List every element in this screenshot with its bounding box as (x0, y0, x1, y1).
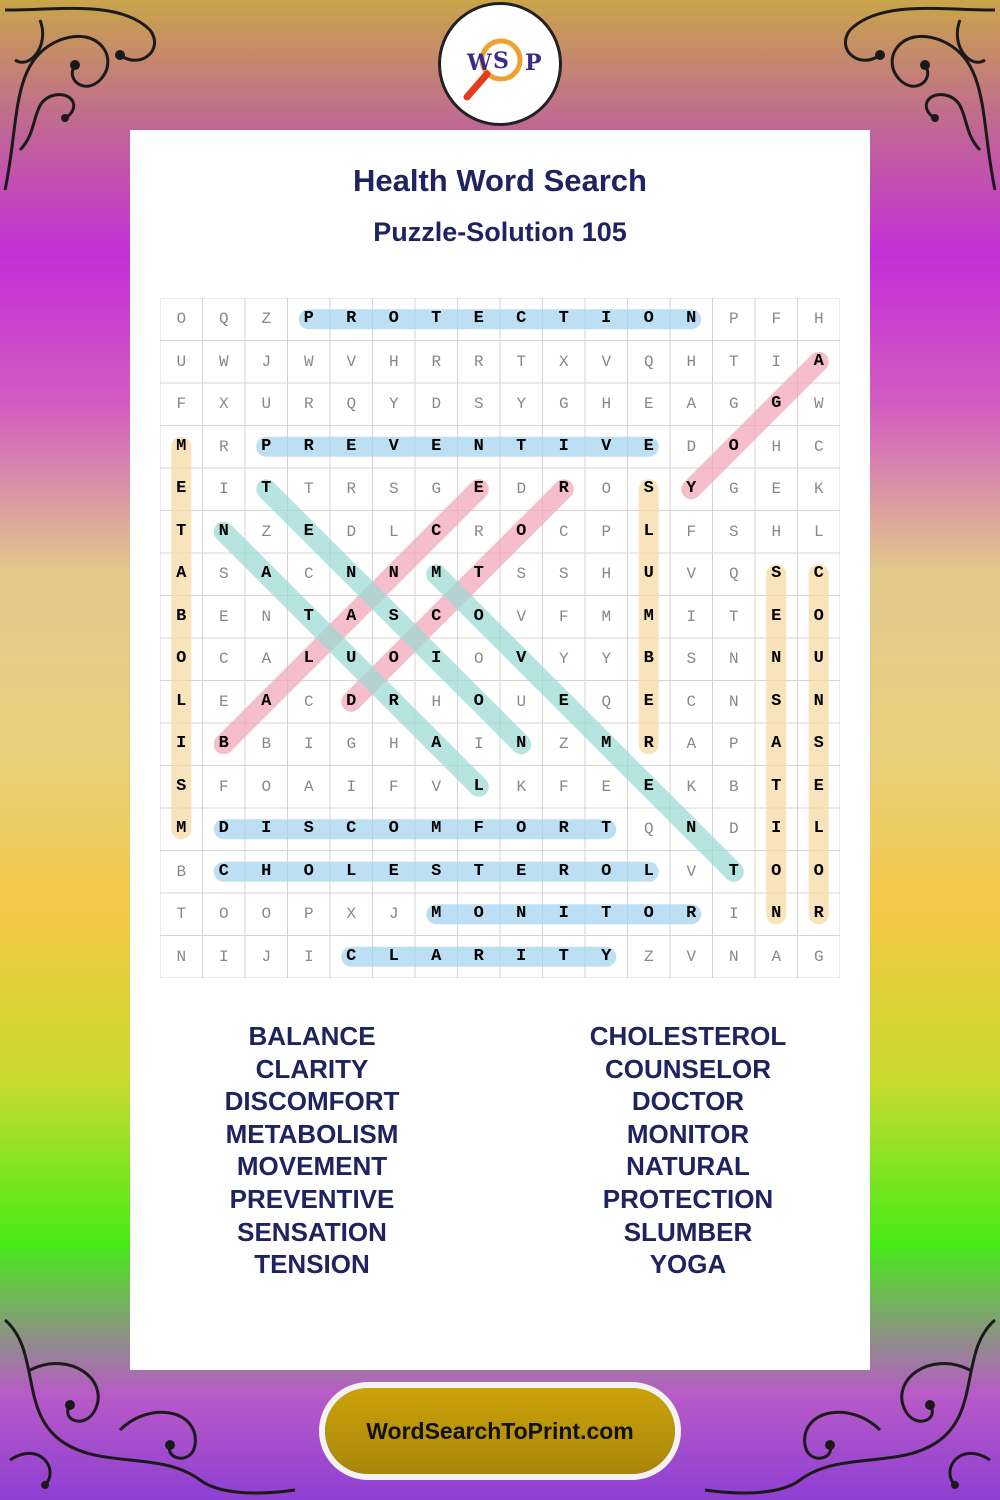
grid-cell[interactable]: A (431, 734, 442, 753)
word-list-item: CHOLESTEROL (589, 1021, 787, 1051)
grid-cell[interactable]: T (176, 521, 187, 541)
grid-cell[interactable]: Y (601, 946, 612, 966)
grid-cell[interactable]: D (218, 819, 229, 838)
word-list-item: MONITOR (626, 1118, 750, 1149)
grid-cell[interactable]: D (686, 437, 697, 456)
grid-cell[interactable]: V (686, 947, 697, 966)
grid-cell[interactable]: F (558, 777, 569, 796)
grid-cell[interactable]: E (813, 776, 824, 796)
grid-cell[interactable]: H (813, 310, 824, 328)
grid-cell[interactable]: N (388, 564, 399, 583)
grid-cell[interactable]: T (728, 352, 739, 371)
grid-cell[interactable]: P (261, 436, 272, 456)
grid-cell[interactable]: O (643, 309, 654, 328)
grid-cell[interactable]: N (771, 649, 782, 668)
grid-cell[interactable]: E (643, 436, 654, 456)
grid-cell[interactable]: A (346, 606, 357, 626)
grid-cell[interactable]: V (601, 436, 612, 456)
grid-cell[interactable]: I (218, 947, 229, 966)
grid-cell[interactable]: I (558, 436, 569, 456)
grid-cell[interactable]: F (176, 395, 187, 413)
grid-cell[interactable]: N (516, 904, 527, 923)
grid-cell[interactable]: L (813, 819, 824, 838)
grid-cell[interactable]: N (473, 436, 484, 456)
grid-cell[interactable]: O (388, 819, 399, 838)
grid-cell[interactable]: E (643, 395, 654, 413)
grid-cell[interactable]: S (473, 395, 484, 413)
logo-letter-w: W (467, 50, 492, 76)
grid-cell[interactable]: C (303, 565, 314, 583)
grid-cell[interactable]: I (303, 947, 314, 966)
grid-cell[interactable]: Q (643, 352, 654, 371)
grid-cell[interactable]: Q (601, 692, 612, 711)
grid-cell[interactable]: M (601, 607, 612, 626)
grid-cell[interactable]: E (218, 607, 229, 626)
grid-cell[interactable]: Q (346, 395, 357, 413)
grid-cell[interactable]: X (346, 905, 357, 923)
grid-cell[interactable]: D (728, 820, 739, 838)
word-list-item: METABOLISM (225, 1118, 399, 1149)
word-list-item: SLUMBER (623, 1216, 753, 1247)
grid-cell[interactable]: A (813, 351, 824, 371)
grid-cell[interactable]: O (601, 861, 612, 881)
grid-cell[interactable]: A (771, 734, 782, 753)
grid-cell[interactable]: A (261, 691, 272, 711)
grid-cell[interactable]: C (431, 521, 442, 541)
grid-cell[interactable]: C (303, 692, 314, 711)
grid-cell[interactable]: O (261, 905, 272, 923)
grid-cell[interactable]: S (516, 565, 527, 583)
grid-cell[interactable]: R (473, 352, 484, 371)
grid-cell[interactable]: M (431, 564, 442, 583)
grid-cell[interactable]: E (388, 861, 399, 881)
grid-cell[interactable]: E (601, 777, 612, 796)
grid-cell[interactable]: Y (686, 479, 697, 498)
grid-cell[interactable]: V (686, 565, 697, 583)
grid-cell[interactable]: Z (643, 947, 654, 966)
grid-cell[interactable]: R (643, 734, 654, 753)
grid-cell[interactable]: T (558, 309, 569, 328)
grid-cell[interactable]: F (218, 777, 229, 796)
grid-cell[interactable]: T (771, 776, 782, 796)
grid-cell[interactable]: L (346, 861, 357, 881)
grid-cell[interactable]: I (303, 735, 314, 753)
grid-cell[interactable]: G (346, 735, 357, 753)
grid-cell[interactable]: Q (218, 310, 229, 328)
grid-cell[interactable]: L (643, 861, 654, 881)
grid-cell[interactable]: G (558, 395, 569, 413)
grid-cell[interactable]: I (728, 905, 739, 923)
grid-cell[interactable]: A (261, 650, 272, 668)
grid-cell[interactable]: O (388, 649, 399, 668)
grid-cell[interactable]: L (388, 946, 399, 966)
word-list-item: SENSATION (237, 1216, 387, 1247)
grid-cell[interactable]: X (558, 352, 569, 371)
grid-cell[interactable]: O (303, 861, 314, 881)
grid-cell[interactable]: Z (261, 310, 272, 328)
grid-cell[interactable]: F (558, 607, 569, 626)
grid-cell[interactable]: B (176, 606, 187, 626)
grid-cell[interactable]: N (728, 947, 739, 966)
grid-cell[interactable]: I (771, 819, 782, 838)
grid-cell[interactable]: R (431, 352, 442, 371)
grid-cell[interactable]: E (346, 436, 357, 456)
grid-cell[interactable]: R (346, 480, 357, 498)
grid-cell[interactable]: O (388, 309, 399, 328)
grid-cell[interactable]: U (516, 692, 527, 711)
grid-cell[interactable]: D (346, 691, 357, 711)
grid-cell[interactable]: G (771, 394, 782, 413)
grid-cell[interactable]: Q (728, 565, 739, 583)
grid-cell[interactable]: N (728, 692, 739, 711)
grid-cell[interactable]: N (813, 691, 824, 711)
grid-cell[interactable]: R (558, 861, 569, 881)
grid-cell[interactable]: M (431, 904, 442, 923)
grid-cell[interactable]: S (686, 650, 697, 668)
grid-cell[interactable]: C (516, 309, 527, 328)
grid-cell[interactable]: S (771, 564, 782, 583)
grid-cell[interactable]: O (601, 480, 612, 498)
grid-cell[interactable]: T (473, 861, 484, 881)
grid-cell[interactable]: M (601, 734, 612, 753)
grid-cell[interactable]: I (176, 734, 187, 753)
grid-cell[interactable]: O (261, 777, 272, 796)
grid-cell[interactable]: N (218, 521, 229, 541)
grid-cell[interactable]: A (686, 395, 697, 413)
logo-letter-s: S (493, 48, 509, 74)
grid-cell[interactable]: T (601, 819, 612, 838)
grid-cell[interactable]: I (771, 352, 782, 371)
grid-cell[interactable]: C (346, 946, 357, 966)
word-list-item: NATURAL (626, 1151, 750, 1182)
grid-cell[interactable]: L (388, 522, 399, 541)
grid-cell[interactable]: J (388, 905, 399, 923)
grid-cell[interactable]: W (303, 352, 314, 371)
grid-cell[interactable]: C (218, 861, 229, 881)
grid-cell[interactable]: O (473, 606, 484, 626)
grid-cell[interactable]: Z (558, 735, 569, 753)
grid-cell[interactable]: M (176, 819, 187, 838)
grid-cell[interactable]: B (218, 734, 229, 753)
grid-cell[interactable]: C (346, 819, 357, 838)
grid-cell[interactable]: S (728, 522, 739, 541)
grid-cell[interactable]: C (686, 692, 697, 711)
grid-cell[interactable]: T (303, 480, 314, 498)
grid-cell[interactable]: T (473, 564, 484, 583)
grid-cell[interactable]: V (388, 436, 399, 456)
grid-cell[interactable]: N (346, 564, 357, 583)
grid-cell[interactable]: I (261, 819, 272, 838)
word-list-item: TENSION (254, 1249, 370, 1280)
grid-cell[interactable]: H (388, 352, 399, 371)
grid-cell[interactable]: I (218, 480, 229, 498)
grid-cell[interactable]: F (686, 522, 697, 541)
magnifier-icon (441, 5, 559, 123)
grid-cell[interactable]: F (771, 310, 782, 328)
grid-cell[interactable]: I (473, 735, 484, 753)
grid-cell[interactable]: Y (516, 395, 527, 413)
grid-cell[interactable]: W (218, 352, 229, 371)
grid-cell[interactable]: O (643, 904, 654, 923)
grid-cell[interactable]: K (686, 777, 697, 796)
grid-cell[interactable]: T (601, 904, 612, 923)
page-subtitle: Puzzle-Solution 105 (373, 217, 627, 247)
grid-cell[interactable]: N (686, 819, 697, 838)
footer-site-button[interactable]: WordSearchToPrint.com (325, 1388, 675, 1474)
grid-cell[interactable]: R (558, 819, 569, 838)
grid-cell[interactable]: H (686, 352, 697, 371)
grid-cell[interactable]: E (643, 776, 654, 796)
word-list-item: CLARITY (255, 1053, 369, 1084)
grid-cell[interactable]: S (388, 606, 399, 626)
grid-cell[interactable]: E (516, 861, 527, 881)
page-title: Health Word Search (352, 163, 647, 198)
grid-cell[interactable]: F (388, 777, 399, 796)
grid-cell[interactable]: P (728, 310, 739, 328)
grid-cell[interactable]: T (303, 606, 314, 626)
grid-cell[interactable]: M (431, 819, 442, 838)
site-logo[interactable] (438, 2, 562, 126)
grid-cell[interactable]: L (303, 649, 314, 668)
grid-cell[interactable]: S (643, 479, 654, 498)
grid-cell[interactable]: E (643, 691, 654, 711)
grid-cell[interactable]: O (813, 861, 824, 881)
grid-cell[interactable]: F (473, 819, 484, 838)
grid-cell[interactable]: C (431, 606, 442, 626)
grid-cell[interactable]: B (643, 649, 654, 668)
grid-cell[interactable]: H (261, 861, 272, 881)
grid-cell[interactable]: H (771, 437, 782, 456)
word-list-item: DISCOMFORT (224, 1086, 400, 1117)
grid-cell[interactable]: O (176, 310, 187, 328)
grid-cell[interactable]: R (558, 479, 569, 498)
grid-cell[interactable]: R (346, 309, 357, 328)
grid-cell[interactable]: E (176, 479, 187, 498)
grid-cell[interactable]: O (813, 606, 824, 626)
word-list-right (538, 1020, 838, 1281)
grid-cell[interactable]: A (176, 564, 187, 583)
grid-cell[interactable]: N (176, 947, 187, 966)
grid-cell[interactable]: E (218, 692, 229, 711)
grid-cell[interactable]: K (516, 777, 527, 796)
grid-cell[interactable]: H (601, 395, 612, 413)
grid-cell[interactable]: R (303, 395, 314, 413)
grid-cell[interactable]: Q (643, 820, 654, 838)
grid-cell[interactable]: D (431, 395, 442, 413)
grid-cell[interactable]: O (473, 650, 484, 668)
grid-cell[interactable]: T (728, 607, 739, 626)
grid-cell[interactable]: I (601, 309, 612, 328)
grid-cell[interactable]: O (473, 691, 484, 711)
grid-cell[interactable]: L (473, 776, 484, 796)
grid-cell[interactable]: I (516, 946, 527, 966)
grid-cell[interactable]: Y (601, 650, 612, 668)
grid-cell[interactable]: H (771, 522, 782, 541)
grid-cell[interactable]: U (643, 564, 654, 583)
grid-cell[interactable]: N (771, 904, 782, 923)
grid-cell[interactable]: E (771, 480, 782, 498)
grid-cell[interactable]: N (728, 650, 739, 668)
grid-cell[interactable]: U (176, 352, 187, 371)
grid-cell[interactable]: H (601, 565, 612, 583)
word-list-item: PREVENTIVE (229, 1183, 395, 1214)
grid-cell[interactable]: P (303, 905, 314, 923)
grid-cell[interactable]: O (516, 521, 527, 541)
grid-cell[interactable]: E (431, 436, 442, 456)
grid-cell[interactable]: N (686, 309, 697, 328)
grid-cell[interactable]: T (176, 905, 187, 923)
grid-cell[interactable]: U (261, 395, 272, 413)
grid-cell[interactable]: G (431, 480, 442, 498)
grid-cell[interactable]: L (813, 522, 824, 541)
grid-cell[interactable]: J (261, 352, 272, 371)
grid-cell[interactable]: C (218, 650, 229, 668)
grid-cell[interactable]: V (516, 607, 527, 626)
grid-cell[interactable]: W (813, 395, 824, 413)
word-list-item: PROTECTION (602, 1183, 774, 1214)
grid-cell[interactable]: G (728, 395, 739, 413)
grid-cell[interactable]: P (728, 735, 739, 753)
grid-cell[interactable]: M (643, 606, 654, 626)
grid-cell[interactable]: N (516, 734, 527, 753)
grid-cell[interactable]: V (431, 777, 442, 796)
grid-cell[interactable]: X (218, 395, 229, 413)
logo-letter-p: P (525, 50, 542, 76)
grid-cell[interactable]: A (303, 777, 314, 796)
word-list-item: DOCTOR (631, 1086, 745, 1117)
grid-cell[interactable]: N (261, 607, 272, 626)
grid-cell[interactable]: C (813, 437, 824, 456)
grid-cell[interactable]: R (686, 904, 697, 923)
grid-cell[interactable]: R (473, 522, 484, 541)
grid-cell[interactable]: T (558, 946, 569, 966)
grid-cell[interactable]: A (771, 947, 782, 966)
grid-cell[interactable]: S (771, 691, 782, 711)
grid-cell[interactable]: G (813, 947, 824, 966)
grid-cell[interactable]: O (176, 649, 187, 668)
word-list-item: YOGA (649, 1249, 727, 1280)
grid-cell[interactable]: E (473, 309, 484, 328)
grid-cell[interactable]: U (813, 649, 824, 668)
grid-cell[interactable]: K (813, 480, 824, 498)
grid-cell[interactable]: T (516, 352, 527, 371)
grid-cell[interactable]: T (728, 861, 739, 881)
grid-cell[interactable]: S (303, 819, 314, 838)
grid-cell[interactable]: A (686, 735, 697, 753)
grid-cell[interactable]: R (303, 436, 314, 456)
grid-cell[interactable]: Z (261, 522, 272, 541)
grid-cell[interactable]: E (303, 521, 314, 541)
grid-cell[interactable]: B (176, 862, 187, 881)
grid-cell[interactable]: T (431, 309, 442, 328)
grid-cell[interactable]: O (473, 904, 484, 923)
grid-cell[interactable]: M (176, 436, 187, 456)
grid-cell[interactable]: E (473, 479, 484, 498)
grid-cell[interactable]: D (346, 522, 357, 541)
grid-cell[interactable]: T (516, 436, 527, 456)
grid-cell[interactable]: S (388, 480, 399, 498)
grid-cell[interactable]: E (771, 606, 782, 626)
grid-cell[interactable]: O (771, 861, 782, 881)
grid-cell[interactable]: D (516, 480, 527, 498)
grid-cell[interactable]: R (473, 946, 484, 966)
grid-cell[interactable]: T (261, 479, 272, 498)
grid-cell[interactable]: Y (388, 395, 399, 413)
grid-cell[interactable]: O (728, 436, 739, 456)
grid-cell[interactable]: O (516, 819, 527, 838)
grid-cell[interactable]: I (346, 777, 357, 796)
grid-cell[interactable]: S (218, 565, 229, 583)
grid-cell[interactable]: G (728, 480, 739, 498)
word-list-item: BALANCE (248, 1021, 376, 1051)
grid-cell[interactable]: P (303, 309, 314, 328)
grid-cell[interactable]: V (686, 862, 697, 881)
grid-cell[interactable]: A (431, 946, 442, 966)
grid-cell[interactable]: O (218, 905, 229, 923)
grid-cell[interactable]: R (218, 437, 229, 456)
grid-cell[interactable]: Y (558, 650, 569, 668)
grid-cell[interactable]: P (601, 522, 612, 541)
grid-cell[interactable]: A (261, 564, 272, 583)
word-list-item: COUNSELOR (604, 1053, 772, 1084)
grid-cell[interactable]: I (431, 649, 442, 668)
grid-cell[interactable]: C (813, 564, 824, 583)
grid-cell[interactable]: V (346, 352, 357, 371)
grid-cell[interactable]: C (558, 522, 569, 541)
grid-cell[interactable]: J (261, 947, 272, 966)
grid-cell[interactable]: U (346, 649, 357, 668)
grid-cell[interactable]: B (728, 777, 739, 796)
grid-cell[interactable]: V (601, 352, 612, 371)
word-list-left (162, 1020, 462, 1281)
grid-cell[interactable]: V (516, 649, 527, 668)
grid-cell[interactable]: I (558, 904, 569, 923)
grid-cell[interactable]: I (686, 607, 697, 626)
word-list-item: MOVEMENT (236, 1151, 388, 1182)
grid-cell[interactable]: E (558, 691, 569, 711)
grid-cell[interactable]: B (261, 735, 272, 753)
grid-cell[interactable]: S (813, 734, 824, 753)
grid-cell[interactable]: H (431, 692, 442, 711)
grid-cell[interactable]: S (176, 776, 187, 796)
grid-cell[interactable]: L (643, 521, 654, 541)
grid-cell[interactable]: H (388, 735, 399, 753)
grid-cell[interactable]: S (431, 861, 442, 881)
grid-cell[interactable]: S (558, 565, 569, 583)
grid-cell[interactable]: R (813, 904, 824, 923)
grid-cell[interactable]: L (176, 691, 187, 711)
grid-cell[interactable]: R (388, 691, 399, 711)
word-search-grid (160, 298, 840, 978)
